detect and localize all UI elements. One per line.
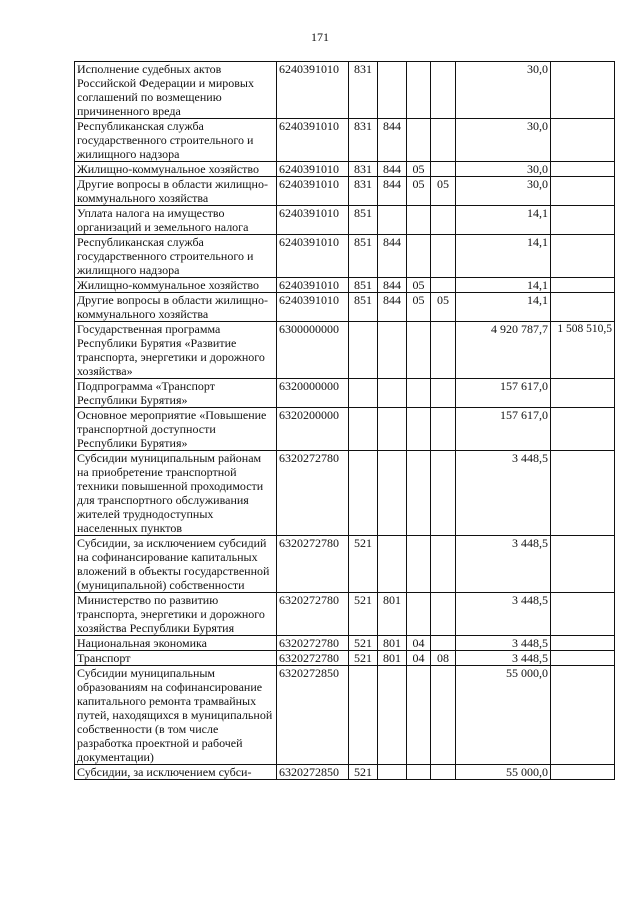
- row-name-cell: Транспорт: [75, 651, 277, 666]
- amount-cell: 157 617,0: [456, 379, 551, 408]
- section-cell: [407, 235, 431, 278]
- table-row: [75, 177, 615, 206]
- section-cell: 05: [407, 162, 431, 177]
- subsection-cell: [431, 379, 456, 408]
- amount-cell: 30,0: [456, 162, 551, 177]
- subsection-cell: [431, 235, 456, 278]
- ministry-code-cell: [378, 206, 407, 235]
- row-name-cell: Республиканская служба государственного строительного и жилищного надзора: [75, 119, 277, 162]
- section-cell: [407, 593, 431, 636]
- section-cell: [407, 206, 431, 235]
- section-cell: 04: [407, 636, 431, 651]
- target-article-cell: 6320000000: [277, 379, 349, 408]
- amount-2-cell: [551, 666, 615, 765]
- row-name-cell: Министерство по развитию транспорта, энергетики и дорожного хозяйства Республики Бурятия: [75, 593, 277, 636]
- table-row: [75, 536, 615, 593]
- row-name-cell: Исполнение судебных актов Российской Федерации и мировых соглашений по возмещению причиненного вреда: [75, 62, 277, 119]
- table-row: [75, 765, 615, 780]
- table-body: [75, 62, 615, 780]
- subsection-cell: [431, 536, 456, 593]
- amount-2-cell: [551, 379, 615, 408]
- section-cell: 04: [407, 651, 431, 666]
- amount-cell: 55 000,0: [456, 765, 551, 780]
- target-article-cell: 6240391010: [277, 235, 349, 278]
- ministry-code-cell: [378, 666, 407, 765]
- amount-2-cell: [551, 293, 615, 322]
- ministry-code-cell: 801: [378, 593, 407, 636]
- ministry-code-cell: 844: [378, 177, 407, 206]
- row-name-cell: Национальная экономика: [75, 636, 277, 651]
- expense-type-cell: 521: [349, 765, 378, 780]
- budget-table: [74, 61, 615, 780]
- target-article-cell: 6240391010: [277, 162, 349, 177]
- expense-type-cell: 851: [349, 206, 378, 235]
- expense-type-cell: [349, 666, 378, 765]
- table-row: [75, 62, 615, 119]
- section-cell: [407, 379, 431, 408]
- amount-2-cell: [551, 536, 615, 593]
- amount-cell: 3 448,5: [456, 536, 551, 593]
- expense-type-cell: 831: [349, 62, 378, 119]
- expense-type-cell: 521: [349, 536, 378, 593]
- subsection-cell: [431, 765, 456, 780]
- expense-type-cell: 831: [349, 162, 378, 177]
- table-row: [75, 666, 615, 765]
- subsection-cell: [431, 408, 456, 451]
- table-row: [75, 206, 615, 235]
- subsection-cell: [431, 593, 456, 636]
- amount-cell: 14,1: [456, 278, 551, 293]
- amount-2-cell: [551, 119, 615, 162]
- section-cell: [407, 451, 431, 536]
- target-article-cell: 6320272780: [277, 451, 349, 536]
- target-article-cell: 6240391010: [277, 293, 349, 322]
- target-article-cell: 6320272780: [277, 636, 349, 651]
- subsection-cell: [431, 119, 456, 162]
- expense-type-cell: [349, 451, 378, 536]
- section-cell: [407, 666, 431, 765]
- amount-2-cell: [551, 651, 615, 666]
- ministry-code-cell: 844: [378, 162, 407, 177]
- row-name-cell: Жилищно-коммунальное хозяйство: [75, 162, 277, 177]
- amount-cell: 30,0: [456, 119, 551, 162]
- table-row: [75, 636, 615, 651]
- ministry-code-cell: 801: [378, 651, 407, 666]
- target-article-cell: 6240391010: [277, 62, 349, 119]
- amount-cell: 3 448,5: [456, 651, 551, 666]
- target-article-cell: 6320272780: [277, 651, 349, 666]
- table-row: [75, 451, 615, 536]
- expense-type-cell: 521: [349, 651, 378, 666]
- expense-type-cell: 521: [349, 636, 378, 651]
- subsection-cell: 05: [431, 177, 456, 206]
- amount-2-cell: [551, 235, 615, 278]
- target-article-cell: 6320272780: [277, 593, 349, 636]
- section-cell: [407, 322, 431, 379]
- amount-cell: 3 448,5: [456, 593, 551, 636]
- table-row: [75, 293, 615, 322]
- section-cell: [407, 408, 431, 451]
- amount-cell: 14,1: [456, 235, 551, 278]
- table-row: [75, 379, 615, 408]
- row-name-cell: Уплата налога на имущество организаций и земельного налога: [75, 206, 277, 235]
- section-cell: [407, 62, 431, 119]
- amount-cell: 3 448,5: [456, 636, 551, 651]
- amount-2-cell: [551, 408, 615, 451]
- row-name-cell: Субсидии, за исключением субсидий на софинансирование капитальных вложений в объекты государственной (муниципальной) собственности: [75, 536, 277, 593]
- amount-cell: 55 000,0: [456, 666, 551, 765]
- amount-2-cell: [551, 162, 615, 177]
- ministry-code-cell: 844: [378, 235, 407, 278]
- amount-cell: 4 920 787,7: [456, 322, 551, 379]
- subsection-cell: [431, 162, 456, 177]
- row-name-cell: Основное мероприятие «Повышение транспортной доступности Республики Бурятия»: [75, 408, 277, 451]
- row-name-cell: Субсидии, за исключением субси-: [75, 765, 277, 780]
- section-cell: 05: [407, 177, 431, 206]
- amount-2-cell: [551, 765, 615, 780]
- target-article-cell: 6320200000: [277, 408, 349, 451]
- row-name-cell: Другие вопросы в области жилищно-коммунального хозяйства: [75, 177, 277, 206]
- ministry-code-cell: 844: [378, 278, 407, 293]
- subsection-cell: 08: [431, 651, 456, 666]
- target-article-cell: 6320272850: [277, 765, 349, 780]
- expense-type-cell: 851: [349, 278, 378, 293]
- row-name-cell: Субсидии муниципальным образованиям на софинансирование капитального ремонта трамвайных путей, находящихся в муниципальной собственности (в том числе разработка проектной и рабочей документации): [75, 666, 277, 765]
- subsection-cell: 05: [431, 293, 456, 322]
- expense-type-cell: 521: [349, 593, 378, 636]
- ministry-code-cell: 801: [378, 636, 407, 651]
- section-cell: 05: [407, 278, 431, 293]
- amount-cell: 30,0: [456, 62, 551, 119]
- target-article-cell: 6240391010: [277, 206, 349, 235]
- section-cell: [407, 536, 431, 593]
- target-article-cell: 6320272780: [277, 536, 349, 593]
- row-name-cell: Республиканская служба государственного строительного и жилищного надзора: [75, 235, 277, 278]
- expense-type-cell: [349, 322, 378, 379]
- amount-2-cell: [551, 177, 615, 206]
- subsection-cell: [431, 666, 456, 765]
- ministry-code-cell: 844: [378, 119, 407, 162]
- table-row: [75, 322, 615, 379]
- target-article-cell: 6240391010: [277, 177, 349, 206]
- subsection-cell: [431, 451, 456, 536]
- amount-2-cell: [551, 636, 615, 651]
- target-article-cell: 6240391010: [277, 119, 349, 162]
- amount-cell: 14,1: [456, 206, 551, 235]
- amount-cell: 157 617,0: [456, 408, 551, 451]
- expense-type-cell: [349, 379, 378, 408]
- table-row: [75, 162, 615, 177]
- target-article-cell: 6320272850: [277, 666, 349, 765]
- target-article-cell: 6300000000: [277, 322, 349, 379]
- amount-2-cell: 1 508 510,5: [551, 322, 615, 379]
- amount-2-cell: [551, 451, 615, 536]
- table-row: [75, 408, 615, 451]
- target-article-cell: 6240391010: [277, 278, 349, 293]
- ministry-code-cell: [378, 62, 407, 119]
- subsection-cell: [431, 636, 456, 651]
- ministry-code-cell: 844: [378, 293, 407, 322]
- ministry-code-cell: [378, 379, 407, 408]
- subsection-cell: [431, 322, 456, 379]
- page-number: 171: [311, 30, 329, 44]
- amount-2-cell: [551, 278, 615, 293]
- amount-2-cell: [551, 206, 615, 235]
- ministry-code-cell: [378, 451, 407, 536]
- amount-cell: 14,1: [456, 293, 551, 322]
- expense-type-cell: [349, 408, 378, 451]
- row-name-cell: Государственная программа Республики Бурятия «Развитие транспорта, энергетики и дорожного хозяйства»: [75, 322, 277, 379]
- ministry-code-cell: [378, 322, 407, 379]
- row-name-cell: Подпрограмма «Транспорт Республики Бурятия»: [75, 379, 277, 408]
- table-row: [75, 651, 615, 666]
- expense-type-cell: 851: [349, 235, 378, 278]
- table-row: [75, 278, 615, 293]
- table-row: [75, 119, 615, 162]
- expense-type-cell: 851: [349, 293, 378, 322]
- table-row: [75, 593, 615, 636]
- section-cell: [407, 119, 431, 162]
- subsection-cell: [431, 278, 456, 293]
- expense-type-cell: 831: [349, 119, 378, 162]
- expense-type-cell: 831: [349, 177, 378, 206]
- section-cell: [407, 765, 431, 780]
- table-row: [75, 235, 615, 278]
- subsection-cell: [431, 62, 456, 119]
- subsection-cell: [431, 206, 456, 235]
- amount-cell: 3 448,5: [456, 451, 551, 536]
- ministry-code-cell: [378, 408, 407, 451]
- amount-cell: 30,0: [456, 177, 551, 206]
- row-name-cell: Субсидии муниципальным районам на приобретение транспортной техники повышенной проходимости для транспортного обслуживания жителей труднодоступных населенных пунктов: [75, 451, 277, 536]
- section-cell: 05: [407, 293, 431, 322]
- ministry-code-cell: [378, 536, 407, 593]
- amount-2-cell: [551, 62, 615, 119]
- row-name-cell: Жилищно-коммунальное хозяйство: [75, 278, 277, 293]
- amount-2-cell: [551, 593, 615, 636]
- row-name-cell: Другие вопросы в области жилищно-коммунального хозяйства: [75, 293, 277, 322]
- ministry-code-cell: [378, 765, 407, 780]
